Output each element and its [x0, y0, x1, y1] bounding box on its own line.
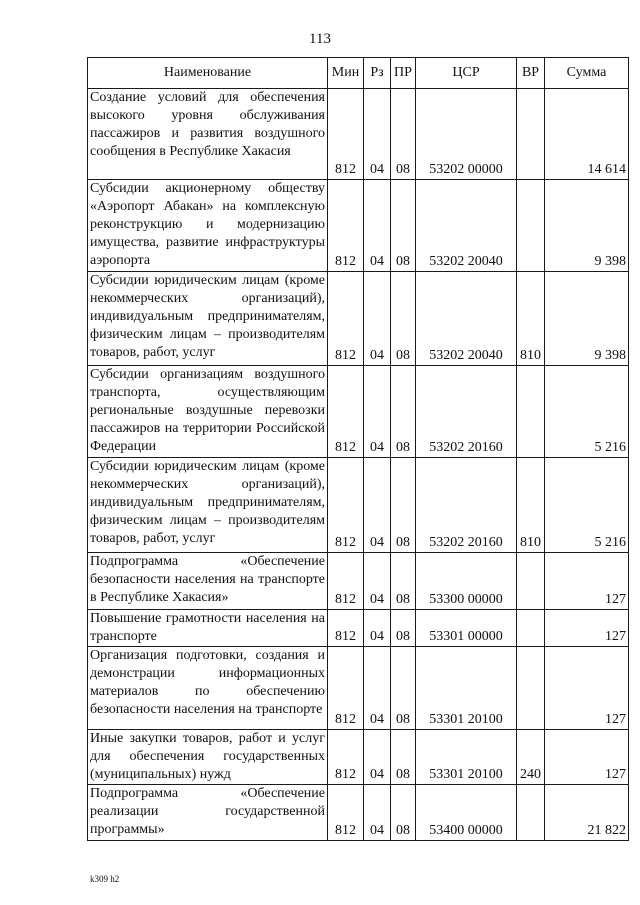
footer-code: k309 h2	[90, 874, 120, 884]
row-rz: 04	[364, 366, 391, 458]
row-rz: 04	[364, 272, 391, 366]
row-sum: 127	[545, 647, 629, 730]
row-sum: 5 216	[545, 366, 629, 458]
row-csr: 53301 20100	[416, 647, 517, 730]
row-vr: 240	[517, 730, 545, 785]
header-csr: ЦСР	[416, 58, 517, 89]
row-csr: 53400 00000	[416, 785, 517, 841]
row-name: Повышение грамотности населения на транспорте	[88, 610, 328, 647]
row-vr	[517, 180, 545, 272]
row-min: 812	[328, 180, 364, 272]
row-vr	[517, 610, 545, 647]
row-min: 812	[328, 553, 364, 610]
row-rz: 04	[364, 647, 391, 730]
page-number: 113	[309, 31, 331, 47]
row-csr: 53202 00000	[416, 89, 517, 180]
table-row	[88, 610, 629, 647]
row-name: Субсидии юридическим лицам (кроме некоммерческих организаций), индивидуальным предпринимателям, физическим лицам – производителям товаров, работ, услуг	[88, 458, 328, 553]
row-name: Подпрограмма «Обеспечение безопасности населения на транспорте в Республике Хакасия»	[88, 553, 328, 610]
row-min: 812	[328, 272, 364, 366]
budget-table	[87, 57, 629, 841]
row-min: 812	[328, 366, 364, 458]
row-rz: 04	[364, 785, 391, 841]
row-sum: 14 614	[545, 89, 629, 180]
header-name: Наименование	[88, 58, 328, 89]
row-sum: 21 822	[545, 785, 629, 841]
row-name: Субсидии организациям воздушного транспорта, осуществляющим региональные воздушные перевозки пассажиров на территории Российской Федерации	[88, 366, 328, 458]
row-rz: 04	[364, 180, 391, 272]
table-row	[88, 366, 629, 458]
row-pr: 08	[391, 647, 416, 730]
row-pr: 08	[391, 180, 416, 272]
row-vr	[517, 647, 545, 730]
row-sum: 127	[545, 553, 629, 610]
row-rz: 04	[364, 553, 391, 610]
table-row	[88, 89, 629, 180]
row-min: 812	[328, 458, 364, 553]
row-name: Субсидии акционерному обществу «Аэропорт Абакан» на комплексную реконструкцию и модернизацию имущества, развитие инфраструктуры аэропорта	[88, 180, 328, 272]
row-rz: 04	[364, 89, 391, 180]
table-row	[88, 647, 629, 730]
row-csr: 53202 20160	[416, 458, 517, 553]
row-min: 812	[328, 89, 364, 180]
row-csr: 53202 20160	[416, 366, 517, 458]
row-pr: 08	[391, 610, 416, 647]
row-vr: 810	[517, 458, 545, 553]
header-min: Мин	[328, 58, 364, 89]
row-rz: 04	[364, 610, 391, 647]
row-name: Иные закупки товаров, работ и услуг для обеспечения государственных (муниципальных) нужд	[88, 730, 328, 785]
row-rz: 04	[364, 730, 391, 785]
row-sum: 127	[545, 610, 629, 647]
row-sum: 5 216	[545, 458, 629, 553]
row-pr: 08	[391, 366, 416, 458]
row-min: 812	[328, 730, 364, 785]
row-pr: 08	[391, 272, 416, 366]
row-csr: 53202 20040	[416, 272, 517, 366]
table-header	[88, 58, 629, 89]
row-sum: 9 398	[545, 180, 629, 272]
row-sum: 127	[545, 730, 629, 785]
header-vr: ВР	[517, 58, 545, 89]
row-csr: 53202 20040	[416, 180, 517, 272]
row-pr: 08	[391, 785, 416, 841]
row-csr: 53301 20100	[416, 730, 517, 785]
row-min: 812	[328, 785, 364, 841]
header-sum: Сумма	[545, 58, 629, 89]
row-name: Организация подготовки, создания и демонстрации информационных материалов по обеспечению безопасности населения на транспорте	[88, 647, 328, 730]
row-min: 812	[328, 610, 364, 647]
header-rz: Рз	[364, 58, 391, 89]
row-rz: 04	[364, 458, 391, 553]
row-min: 812	[328, 647, 364, 730]
row-pr: 08	[391, 89, 416, 180]
row-vr	[517, 553, 545, 610]
row-vr	[517, 785, 545, 841]
row-pr: 08	[391, 553, 416, 610]
row-name: Субсидии юридическим лицам (кроме некоммерческих организаций), индивидуальным предпринимателям, физическим лицам – производителям товаров, работ, услуг	[88, 272, 328, 366]
row-vr	[517, 366, 545, 458]
table-row	[88, 730, 629, 785]
row-pr: 08	[391, 730, 416, 785]
table-row	[88, 553, 629, 610]
row-vr: 810	[517, 272, 545, 366]
row-vr	[517, 89, 545, 180]
header-pr: ПР	[391, 58, 416, 89]
table-row	[88, 785, 629, 841]
table-body	[88, 89, 629, 841]
row-name: Создание условий для обеспечения высокого уровня обслуживания пассажиров и развития воздушного сообщения в Республике Хакасия	[88, 89, 328, 180]
row-sum: 9 398	[545, 272, 629, 366]
row-name: Подпрограмма «Обеспечение реализации государственной программы»	[88, 785, 328, 841]
row-csr: 53301 00000	[416, 610, 517, 647]
table-row	[88, 180, 629, 272]
row-pr: 08	[391, 458, 416, 553]
table-row	[88, 458, 629, 553]
row-csr: 53300 00000	[416, 553, 517, 610]
table-row	[88, 272, 629, 366]
